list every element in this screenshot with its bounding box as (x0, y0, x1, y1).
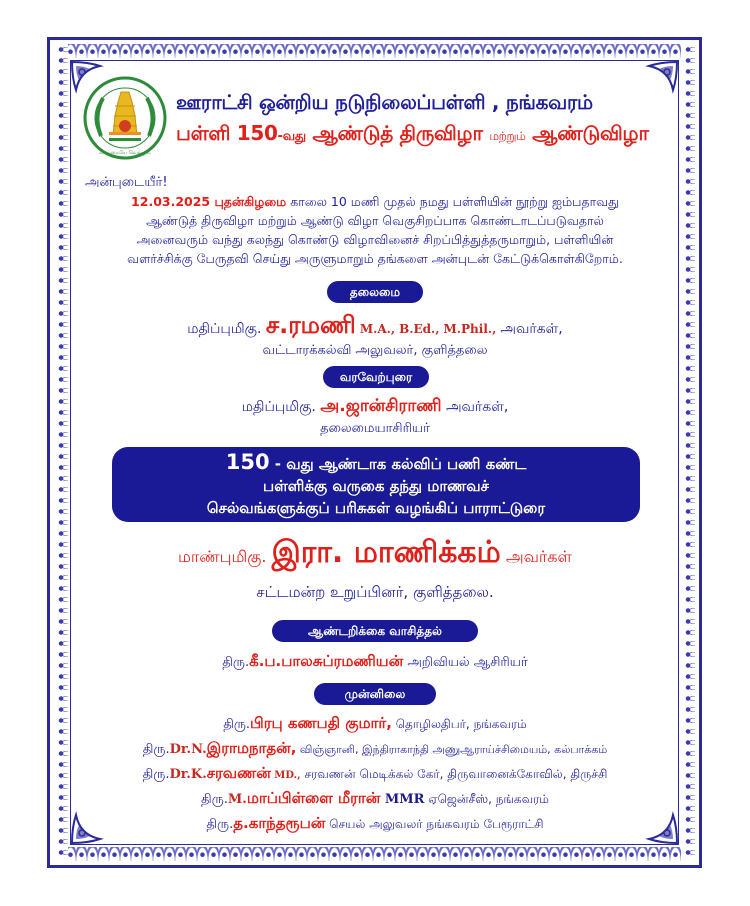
agency-code: MMR (380, 792, 425, 807)
school-title: ஊராட்சி ஒன்றிய நடுநிலைப்பள்ளி , நங்கவரம் (176, 90, 593, 114)
welcome-line (0, 396, 750, 418)
svg-text:வாய்மையே வெல்லும்: வாய்மையே வெல்லும் (99, 150, 151, 156)
banner-text: - வது ஆண்டாக கல்விப் பணி கண்ட (269, 455, 527, 473)
welcome-role: தலைமையாசிரியர் (320, 421, 430, 436)
event-title-and: மற்றும் (489, 129, 526, 143)
banner-line-3: செல்வங்களுக்குப் பரிசுகள் வழங்கிப் பாராட்டுரை (206, 499, 546, 517)
banner-line-2: பள்ளிக்கு வருகை தந்து மாணவச் (263, 477, 489, 495)
title-prefix: திரு. (222, 655, 250, 670)
honorific: மதிப்புமிகு. (241, 399, 321, 415)
initials: Dr.K. (169, 767, 207, 782)
honorific-suffix: அவர்கள், (441, 399, 509, 415)
honorific: மதிப்புமிகு. (187, 321, 266, 337)
presence-person (0, 789, 750, 809)
degree: MD., (270, 770, 301, 781)
annual-report-line (0, 652, 750, 672)
role: சரவணன் மெடிக்கல் கேர், திருவானைக்கோவில், திருச்சி (300, 767, 608, 781)
felicitation-banner (112, 447, 640, 522)
invitation-line-2: ஆண்டுத் திருவிழா மற்றும் ஆண்டு விழா வெகுசிறப்பாக கொண்டாடப்படுவதால் (146, 213, 604, 228)
chief-guest-role: சட்டமன்ற உறுப்பினர், குளித்தலை. (256, 583, 494, 601)
person-name: மாப்பிள்ளை மீரான் (246, 789, 381, 807)
presence-person (0, 814, 750, 834)
honorific-suffix: அவர்கள் (500, 547, 572, 566)
title-prefix: திரு. (223, 717, 251, 732)
role: விஞ்ஞானி, இந்திராகாந்தி அணுஆராய்ச்சிமையம், கல்பாக்கம் (296, 743, 608, 756)
initials: Dr.N. (169, 742, 207, 757)
annual-report-label: ஆண்டறிக்கை வாசித்தல் (272, 620, 478, 642)
border-pattern-bottom (54, 847, 695, 861)
banner-line-1 (112, 451, 640, 475)
honorific-suffix: அவர்கள், (500, 321, 563, 337)
presence-person (0, 764, 750, 784)
title-prefix: திரு. (142, 742, 170, 757)
presence-person (0, 739, 750, 759)
person-name: த.காந்தரூபன் (233, 814, 326, 832)
chief-guest-name: இரா. மாணிக்கம் (271, 535, 501, 570)
honorific: மாண்புமிகு. (178, 547, 272, 566)
presidency-name: ச.ரமணி (265, 311, 356, 339)
presidency-role: வட்டாரக்கல்வி அலுவலர், குளித்தலை (262, 343, 488, 358)
event-title-annual: ஆண்டுவிழா (525, 121, 649, 145)
presence-person (0, 714, 750, 734)
degrees: M.A., B.Ed., M.Phil., (355, 322, 501, 336)
presidency-label: தலைமை (327, 281, 423, 303)
title-prefix: திரு. (206, 817, 234, 832)
annual-report-name: கீ.ப.பாலசுப்ரமணியன் (249, 652, 404, 670)
invitation-line-3: அனைவரும் வந்து கலந்து கொண்டு விழாவினைச் சிறப்பித்துத்தருமாறும், பள்ளியின் (136, 232, 614, 247)
presence-label: முன்னிலை (314, 683, 436, 705)
role: செயல் அலுவலர் நங்கவரம் பேரூராட்சி (325, 817, 544, 831)
title-prefix: திரு. (142, 767, 170, 782)
event-title-suffix: -வது (277, 129, 306, 144)
person-name: இராமநாதன், (206, 739, 297, 757)
role: அறிவியல் ஆசிரியர் (403, 655, 528, 670)
border-pattern-top (54, 44, 695, 58)
initials: M. (227, 792, 247, 807)
welcome-label: வரவேற்புரை (323, 366, 429, 388)
invitation-text: காலை 10 மணி முதல் நமது பள்ளியின் நூற்று ஐம்பதாவது (286, 194, 619, 209)
event-title-festival: ஆண்டுத் திருவிழா (305, 121, 490, 145)
invitation-line-1 (0, 192, 750, 211)
tamil-nadu-emblem-icon (83, 76, 167, 160)
welcome-name: அ.ஜான்சிராணி (320, 396, 442, 416)
chief-guest-line (0, 535, 750, 574)
role: தொழிலதிபர், நங்கவரம் (391, 717, 527, 731)
title-prefix: திரு. (201, 792, 228, 807)
presidency-line (0, 311, 750, 342)
event-title (176, 121, 649, 148)
corner-ornament-icon (645, 60, 679, 94)
person-name: பிரபு கணபதி குமார், (250, 714, 392, 732)
salutation: அன்புடையீர்! (85, 175, 168, 190)
person-name: சரவணன் (206, 764, 271, 782)
event-date: 12.03.2025 புதன்கிழமை (131, 194, 287, 209)
event-title-school: பள்ளி 150 (176, 121, 278, 145)
anniversary-number: 150 (225, 450, 270, 474)
invitation-line-4: வளர்ச்சிக்கு பேருதவி செய்து அருளுமாறும் தங்களை அன்புடன் கேட்டுக்கொள்கிறோம். (127, 251, 623, 266)
role: ஏஜென்சீஸ், நங்கவரம் (424, 792, 549, 806)
